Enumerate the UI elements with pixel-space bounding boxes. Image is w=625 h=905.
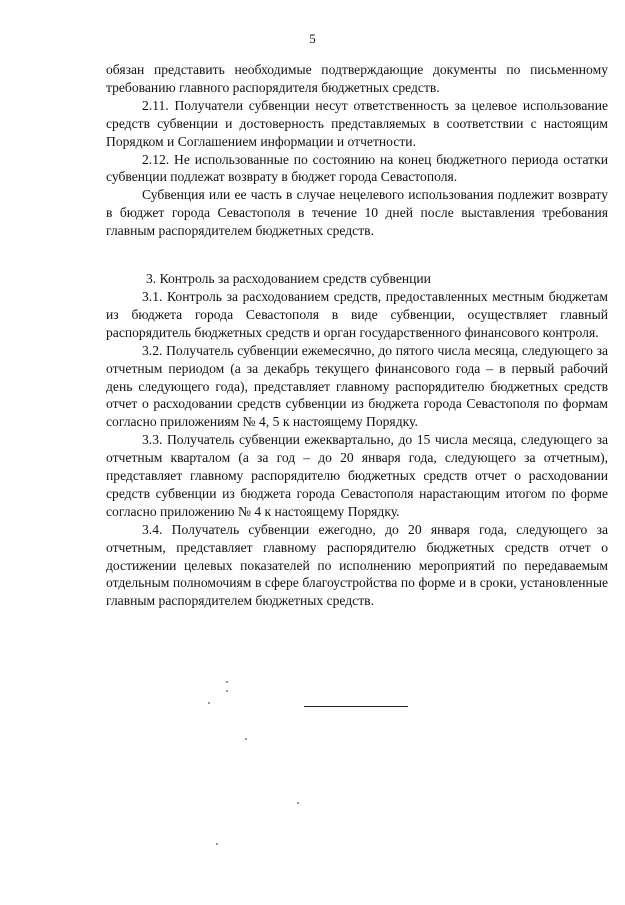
- scan-speck: [245, 738, 247, 740]
- scan-speck: [226, 681, 228, 683]
- paragraph-3-2: 3.2. Получатель субвенции ежемесячно, до пятого числа месяца, следующего за отчетным периодом (а за декабрь текущего финансового года – в первый рабочий день следующего года), представляет главному распорядителю бюджетных средств отчет о расходовании средств субвенции из бюджета города Севастополя по формам согласно приложениям № 4, 5 к настоящему Порядку.: [106, 342, 608, 430]
- page-number: 5: [309, 31, 316, 46]
- paragraph-subvention-return: Субвенция или ее часть в случае нецелевого использования подлежит возврату в бюджет города Севастополя в течение 10 дней после выставления требования главным распорядителем бюджетных средств.: [106, 187, 608, 239]
- paragraph-3-4: 3.4. Получатель субвенции ежегодно, до 20 января года, следующего за отчетным, представляет главному распорядителю бюджетных средств отчет о достижении целевых показателей по исполнению мероприятий по передаваемым отдельным полномочиям в сфере благоустройства по форме и в сроки, установленные главным распорядителем бюджетных средств.: [106, 521, 608, 609]
- paragraph-3-3: 3.3. Получатель субвенции ежеквартально, до 15 числа месяца, следующего за отчетным кварталом (а за год – до 20 января года, следующего за отчетным), представляет главному распорядителю бюджетных средств отчет о расходовании средств субвенции из бюджета города Севастополя нарастающим итогом по форме согласно приложению № 4 к настоящему Порядку.: [106, 432, 608, 519]
- paragraph-2-12: 2.12. Не использованные по состоянию на конец бюджетного периода остатки субвенции подлежат возврату в бюджет города Севастополя.: [106, 151, 608, 185]
- document-body: [106, 61, 608, 610]
- section-3-heading: 3. Контроль за расходованием средств субвенции: [146, 271, 431, 287]
- paragraph-2-11: 2.11. Получатели субвенции несут ответственность за целевое использование средств субвенции и достоверность представляемых в соответствии с настоящим Порядком и Соглашением информации и отчетности.: [106, 97, 608, 149]
- end-of-text-rule: [304, 706, 408, 707]
- scan-speck: [208, 702, 210, 704]
- scan-speck: [216, 843, 218, 845]
- scan-speck: [297, 802, 299, 804]
- scan-speck: [226, 690, 228, 692]
- section-spacer: [106, 240, 608, 270]
- paragraph-3-1: 3.1. Контроль за расходованием средств, предоставленных местным бюджетам из бюджета города Севастополя в виде субвенции, осуществляет главный распорядитель бюджетных средств и орган государственного финансового контроля.: [106, 288, 608, 340]
- paragraph-2-10-continuation: обязан представить необходимые подтверждающие документы по письменному требованию главного распорядителя бюджетных средств.: [106, 62, 608, 95]
